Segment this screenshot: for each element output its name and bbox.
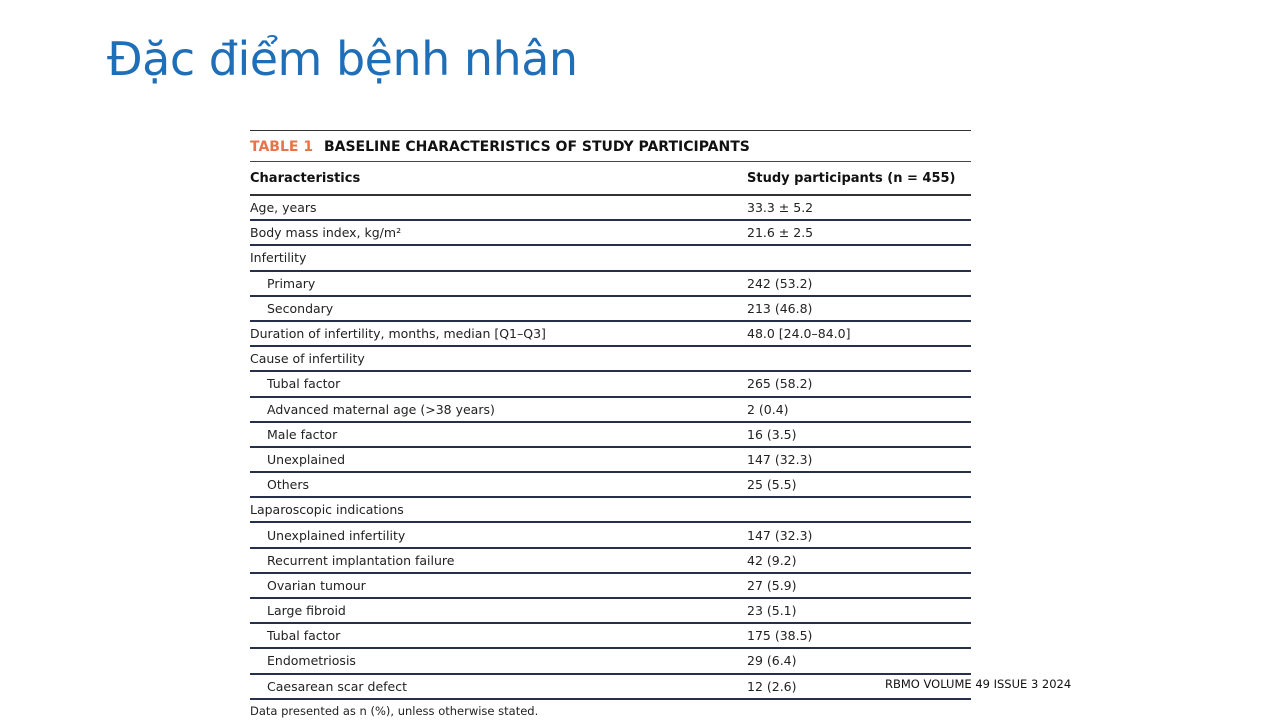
row-label: Unexplained [267, 451, 346, 467]
table-row [250, 574, 971, 599]
table-footnote: Data presented as n (%), unless otherwise stated. [250, 703, 539, 718]
row-label: Ovarian tumour [267, 577, 366, 593]
table-row [250, 297, 971, 322]
row-value: 175 (38.5) [747, 628, 813, 644]
row-value: 213 (46.8) [747, 300, 813, 316]
row-value: 147 (32.3) [747, 527, 813, 543]
row-value: 12 (2.6) [747, 678, 797, 694]
row-value: 265 (58.2) [747, 376, 813, 392]
row-label: Infertility [250, 250, 307, 266]
row-label: Body mass index, kg/m² [250, 225, 402, 241]
row-label: Male factor [267, 426, 338, 442]
table-header-row [250, 162, 971, 196]
row-label: Others [267, 477, 310, 493]
table-row [250, 624, 971, 649]
column-header-study-participants [747, 171, 971, 186]
row-value: 242 (53.2) [747, 275, 813, 291]
row-label: Recurrent implantation failure [267, 552, 455, 568]
row-value: 25 (5.5) [747, 477, 797, 493]
row-value: 48.0 [24.0–84.0] [747, 326, 851, 342]
table-row [250, 675, 971, 700]
row-value: 27 (5.9) [747, 577, 797, 593]
row-label: Laparoscopic indications [250, 502, 404, 518]
row-label: Advanced maternal age (>38 years) [267, 401, 495, 417]
row-label: Secondary [267, 300, 334, 316]
row-value: 147 (32.3) [747, 451, 813, 467]
row-label: Endometriosis [267, 653, 356, 669]
row-value: 42 (9.2) [747, 552, 797, 568]
table-row [250, 196, 971, 221]
column-header-study-participants-text: Study participants (n = 455) [747, 170, 956, 186]
source-citation: RBMO VOLUME 49 ISSUE 3 2024 [885, 677, 1072, 691]
row-value: 21.6 ± 2.5 [747, 225, 814, 241]
row-value: 2 (0.4) [747, 401, 789, 417]
row-label: Age, years [250, 200, 317, 216]
baseline-characteristics-table [250, 130, 971, 718]
table-row [250, 549, 971, 574]
table-body [250, 196, 971, 700]
table-row [250, 599, 971, 624]
table-row [250, 423, 971, 448]
row-label: Tubal factor [267, 628, 341, 644]
table-row [250, 372, 971, 397]
table-row [250, 498, 971, 523]
row-label: Cause of infertility [250, 351, 365, 367]
row-label: Caesarean scar defect [267, 678, 408, 694]
table-row [250, 523, 971, 548]
slide-title: Đặc điểm bệnh nhân [107, 32, 578, 86]
row-label: Tubal factor [267, 376, 341, 392]
row-value: 16 (3.5) [747, 426, 797, 442]
table-row [250, 272, 971, 297]
table-caption-text: BASELINE CHARACTERISTICS OF STUDY PARTICIPANTS [323, 139, 750, 155]
table-row [250, 473, 971, 498]
row-value: 23 (5.1) [747, 603, 797, 619]
row-label: Unexplained infertility [267, 527, 406, 543]
row-label: Large fibroid [267, 603, 346, 619]
table-row [250, 347, 971, 372]
table-label: TABLE 1 [250, 139, 314, 155]
table-row [250, 322, 971, 347]
table-row [250, 649, 971, 674]
column-header-characteristics: Characteristics [250, 170, 361, 186]
table-row [250, 448, 971, 473]
table-caption [250, 131, 971, 162]
table-row [250, 398, 971, 423]
table-row [250, 246, 971, 271]
table-row [250, 221, 971, 246]
row-label: Primary [267, 275, 316, 291]
row-value: 29 (6.4) [747, 653, 797, 669]
row-value: 33.3 ± 5.2 [747, 200, 814, 216]
row-label: Duration of infertility, months, median [Q1–Q3] [250, 326, 546, 342]
